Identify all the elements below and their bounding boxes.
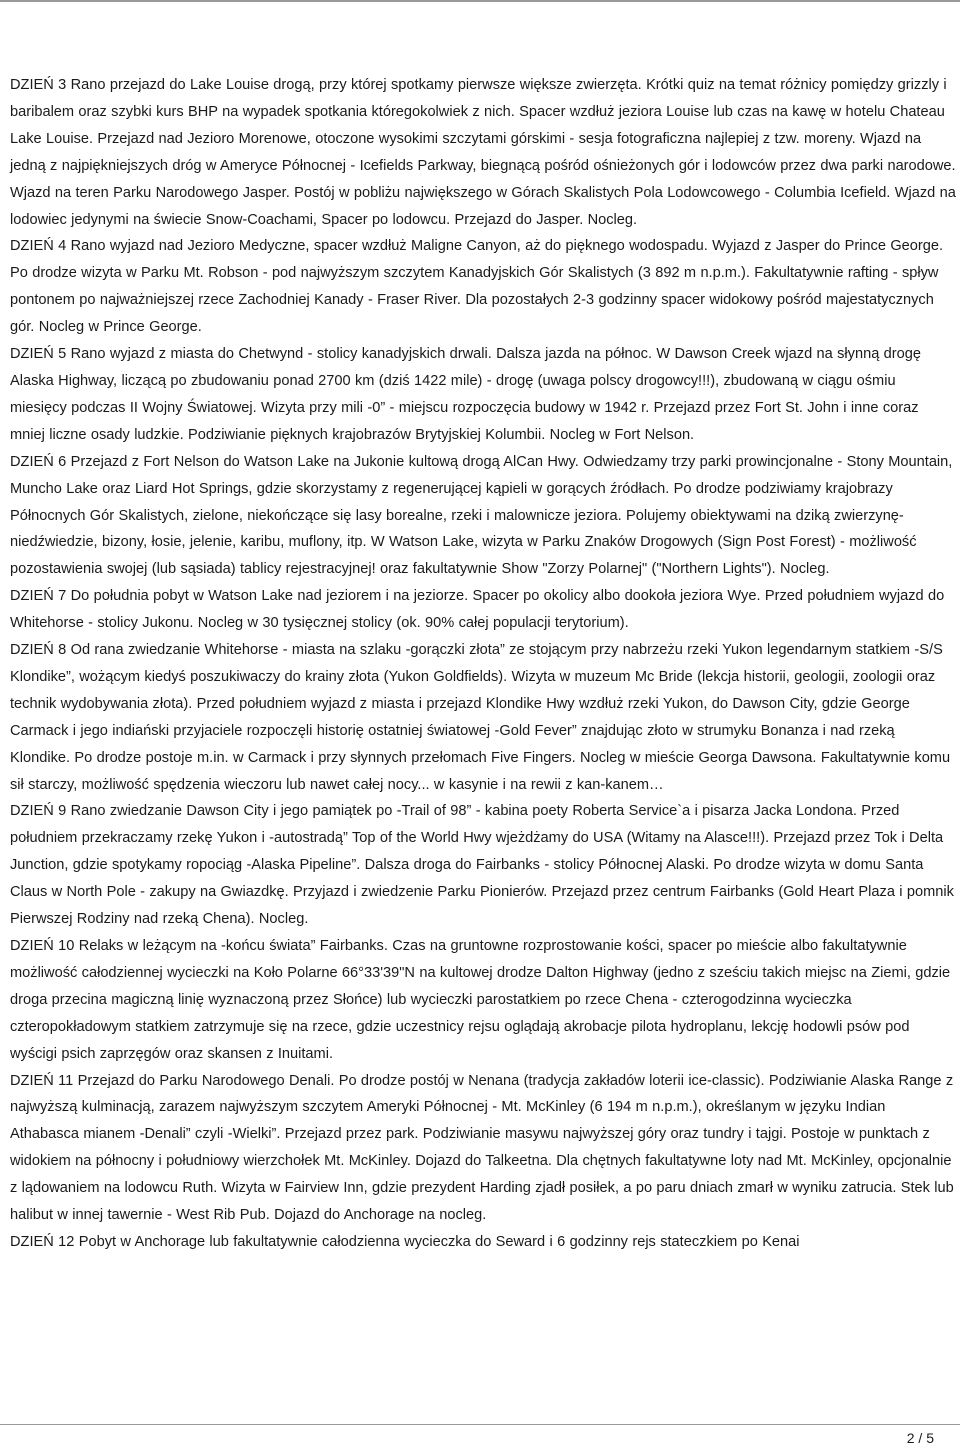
day-11-paragraph: DZIEŃ 11 Przejazd do Parku Narodowego Denali. Po drodze postój w Nenana (tradycja zakładów loterii ice-classic). Podziwianie Alaska Range z najwyższą kulminacją, zarazem najwyższym szczytem Ameryki Północnej - Mt. McKinley (6 194 m n.p.m.), określanym w języku Indian Athabasca mianem -Denali” czyli -Wielki”. Przejazd przez park. Podziwianie masywu najwyższej góry oraz tundry i tajgi. Postoje w punktach z widokiem na północny i południowy wierzchołek Mt. McKinley. Dojazd do Talkeetna. Dla chętnych fakultatywne loty nad Mt. McKinley, opcjonalnie z lądowaniem na lodowcu Ruth. Wizyta w Fairview Inn, gdzie prezydent Harding zjadł posiłek, a po paru dniach zmarł w wyniku zatrucia. Stek lub halibut w innej tawernie - West Rib Pub. Dojazd do Anchorage na nocleg.: [10, 1072, 954, 1224]
page-number: 2 / 5: [906, 1430, 934, 1446]
day-7-paragraph: DZIEŃ 7 Do południa pobyt w Watson Lake nad jeziorem i na jeziorze. Spacer po okolicy albo dookoła jeziora Wye. Przed południem wyjazd do Whitehorse - stolicy Jukonu. Nocleg w 30 tysięcznej stolicy (ok. 90% całej populacji terytorium).: [10, 588, 945, 632]
day-8-paragraph: DZIEŃ 8 Od rana zwiedzanie Whitehorse - miasta na szlaku -gorączki złota” ze stojącym przy nabrzeżu rzeki Yukon legendarnym statkiem -S/S Klondike”, wożącym kiedyś poszukiwaczy do krainy złota (Yukon Goldfields). Wizyta w muzeum Mc Bride (lekcja historii, geologii, zoologii oraz technik wydobywania złota). Przed południem wyjazd z miasta i przejazd Klondike Hwy wzdłuż rzeki Yukon, do Dawson City, gdzie George Carmack i jego indiański przyjaciele rozpoczęli historię ostatniej światowej -Gold Fever” znajdując złoto w strumyku Bonanza i nad rzeką Klondike. Po drodze postoje m.in. w Carmack i przy słynnych przełomach Five Fingers. Nocleg w mieście Georga Dawsona. Fakultatywnie komu sił starczy, możliwość spędzenia wieczoru lub nawet całej nocy... w kasynie i na rewii z kan-kanem…: [10, 642, 951, 793]
day-4-paragraph: DZIEŃ 4 Rano wyjazd nad Jezioro Medyczne, spacer wzdłuż Maligne Canyon, aż do pięknego wodospadu. Wyjazd z Jasper do Prince George. Po drodze wizyta w Parku Mt. Robson - pod najwyższym szczytem Kanadyjskich Gór Skalistych (3 892 m n.p.m.). Fakultatywnie rafting - spływ pontonem po najważniejszej rzece Zachodniej Kanady - Fraser River. Dla pozostałych 2-3 godzinny spacer widokowy pośród majestatycznych gór. Nocleg w Prince George.: [10, 238, 944, 336]
day-12-paragraph: DZIEŃ 12 Pobyt w Anchorage lub fakultatywnie całodzienna wycieczka do Seward i 6 godzinny rejs stateczkiem po Kenai: [10, 1233, 800, 1250]
document-body: [10, 72, 956, 1256]
footer-rule: [0, 1424, 960, 1425]
day-10-paragraph: DZIEŃ 10 Relaks w leżącym na -końcu świata” Fairbanks. Czas na gruntowne rozprostowanie kości, spacer po mieście albo fakultatywnie możliwość całodziennej wycieczki na Koło Polarne 66°33'39"N na kultowej drodze Dalton Highway (jedno z sześciu takich miejsc na Ziemi, gdzie droga przecina magiczną linię wyznaczoną przez Słońce) lub wycieczki parostatkiem po rzece Chena - czterogodzinna wycieczka czteropokładowym statkiem zatrzymuje się na rzece, gdzie uczestnicy rejsu oglądają akrobacje pilota hydroplanu, lekcję hodowli psów pod wyścigi psich zaprzęgów oraz skansen z Inuitami.: [10, 938, 951, 1062]
day-6-paragraph: DZIEŃ 6 Przejazd z Fort Nelson do Watson Lake na Jukonie kultową drogą AlCan Hwy. Odwiedzamy trzy parki prowincjonalne - Stony Mountain, Muncho Lake oraz Liard Hot Springs, gdzie skorzystamy z regenerującej kąpieli w gorących źródłach. Po drodze podziwiamy krajobrazy Północnych Gór Skalistych, zielone, niekończące się lasy borealne, rzeki i malownicze jeziora. Polujemy obiektywami na dziką zwierzynę- niedźwiedzie, bizony, łosie, jelenie, karibu, muflony, itp. W Watson Lake, wizyta w Parku Znaków Drogowych (Sign Post Forest) - możliwość pozostawienia swojej (lub sąsiada) tablicy rejestracyjnej! oraz fakultatywnie Show "Zorzy Polarnej" ("Northern Lights"). Nocleg.: [10, 453, 953, 578]
header-rule: [0, 0, 960, 2]
day-9-paragraph: DZIEŃ 9 Rano zwiedzanie Dawson City i jego pamiątek po -Trail of 98” - kabina poety Roberta Service`a i pisarza Jacka Londona. Przed południem przekraczamy rzekę Yukon i -autostradą” Top of the World Hwy wjeżdżamy do USA (Witamy na Alasce!!!). Przejazd przez Tok i Delta Junction, gdzie spotykamy ropociąg -Alaska Pipeline”. Dalsza droga do Fairbanks - stolicy Północnej Alaski. Po drodze wizyta w domu Santa Claus w North Pole - zakupy na Gwiazdkę. Przyjazd i zwiedzenie Parku Pionierów. Przejazd przez centrum Fairbanks (Gold Heart Plaza i pomnik Pierwszej Rodziny nad rzeką Chena). Nocleg.: [10, 803, 954, 928]
day-3-paragraph: DZIEŃ 3 Rano przejazd do Lake Louise drogą, przy której spotkamy pierwsze większe zwierzęta. Krótki quiz na temat różnicy pomiędzy grizzly i baribalem oraz szybki kurs BHP na wypadek spotkania któregokolwiek z nich. Spacer wzdłuż jeziora Louise lub czas na kawę w hotelu Chateau Lake Louise. Przejazd nad Jezioro Morenowe, otoczone wysokimi szczytami górskimi - sesja fotograficzna najlepiej z tzw. moreny. Wjazd na jedną z najpiękniejszych dróg w Ameryce Północnej - Icefields Parkway, biegnącą pośród ośnieżonych gór i lodowców przez dwa parki narodowe. Wjazd na teren Parku Narodowego Jasper. Postój w pobliżu największego w Górach Skalistych Pola Lodowcowego - Columbia Icefield. Wjazd na lodowiec jedynymi na świecie Snow-Coachami, Spacer po lodowcu. Przejazd do Jasper. Nocleg.: [10, 77, 956, 228]
day-5-paragraph: DZIEŃ 5 Rano wyjazd z miasta do Chetwynd - stolicy kanadyjskich drwali. Dalsza jazda na północ. W Dawson Creek wjazd na słynną drogę Alaska Highway, liczącą po zbudowaniu ponad 2700 km (dziś 1422 mile) - drogę (uwaga polscy drogowcy!!!), zbudowaną w ciągu ośmiu miesięcy podczas II Wojny Światowej. Wizyta przy mili -0” - miejscu rozpoczęcia budowy w 1942 r. Przejazd przez Fort St. John i inne coraz mniej liczne osady ludzkie. Podziwianie pięknych krajobrazów Brytyjskiej Kolumbii. Nocleg w Fort Nelson.: [10, 346, 921, 443]
